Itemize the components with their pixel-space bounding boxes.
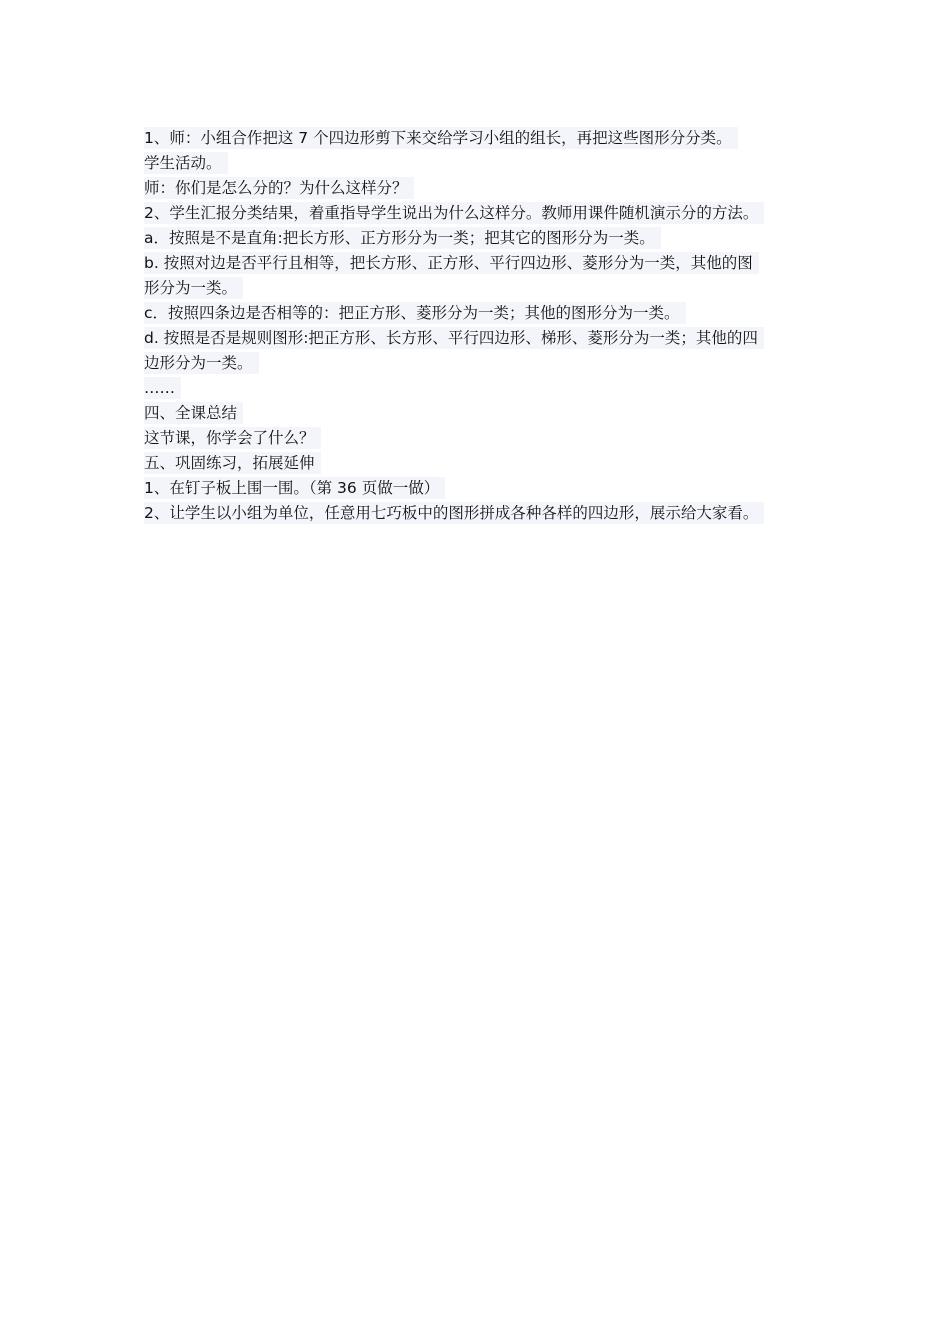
text-line [144,500,812,525]
document-body [144,125,812,525]
text-line [144,475,812,500]
text-line [144,150,812,175]
line-text: a．按照是不是直角:把长方形、正方形分为一类；把其它的图形分为一类。 [144,227,661,249]
line-text: b. 按照对边是否平行且相等，把长方形、正方形、平行四边形、菱形分为一类，其他的图 [144,252,759,274]
line-text: 学生活动。 [144,152,228,174]
text-line [144,350,812,375]
line-text: 五、巩固练习，拓展延伸 [144,452,321,474]
line-text: 四、全课总结 [144,402,243,424]
line-text: …… [144,377,181,399]
line-text: 边形分为一类。 [144,352,259,374]
text-line [144,300,812,325]
text-line [144,225,812,250]
section-heading [144,450,812,475]
line-text: 1、师：小组合作把这 7 个四边形剪下来交给学习小组的组长，再把这些图形分分类。 [144,127,738,149]
line-text: 师：你们是怎么分的？为什么这样分？ [144,177,414,199]
text-line [144,375,812,400]
text-line [144,325,812,350]
text-line [144,125,812,150]
line-text: c．按照四条边是否相等的：把正方形、菱形分为一类；其他的图形分为一类。 [144,302,686,324]
line-text: 2、学生汇报分类结果，着重指导学生说出为什么这样分。教师用课件随机演示分的方法。 [144,202,764,224]
text-line [144,275,812,300]
line-text: 形分为一类。 [144,277,243,299]
text-line [144,425,812,450]
line-text: d. 按照是否是规则图形:把正方形、长方形、平行四边形、梯形、菱形分为一类；其他的四 [144,327,764,349]
section-heading [144,400,812,425]
line-text: 1、在钉子板上围一围。（第 36 页做一做） [144,477,445,499]
text-line [144,250,812,275]
text-line [144,175,812,200]
line-text: 2、让学生以小组为单位，任意用七巧板中的图形拼成各种各样的四边形，展示给大家看。 [144,502,764,524]
text-line [144,200,812,225]
line-text: 这节课，你学会了什么？ [144,427,321,449]
